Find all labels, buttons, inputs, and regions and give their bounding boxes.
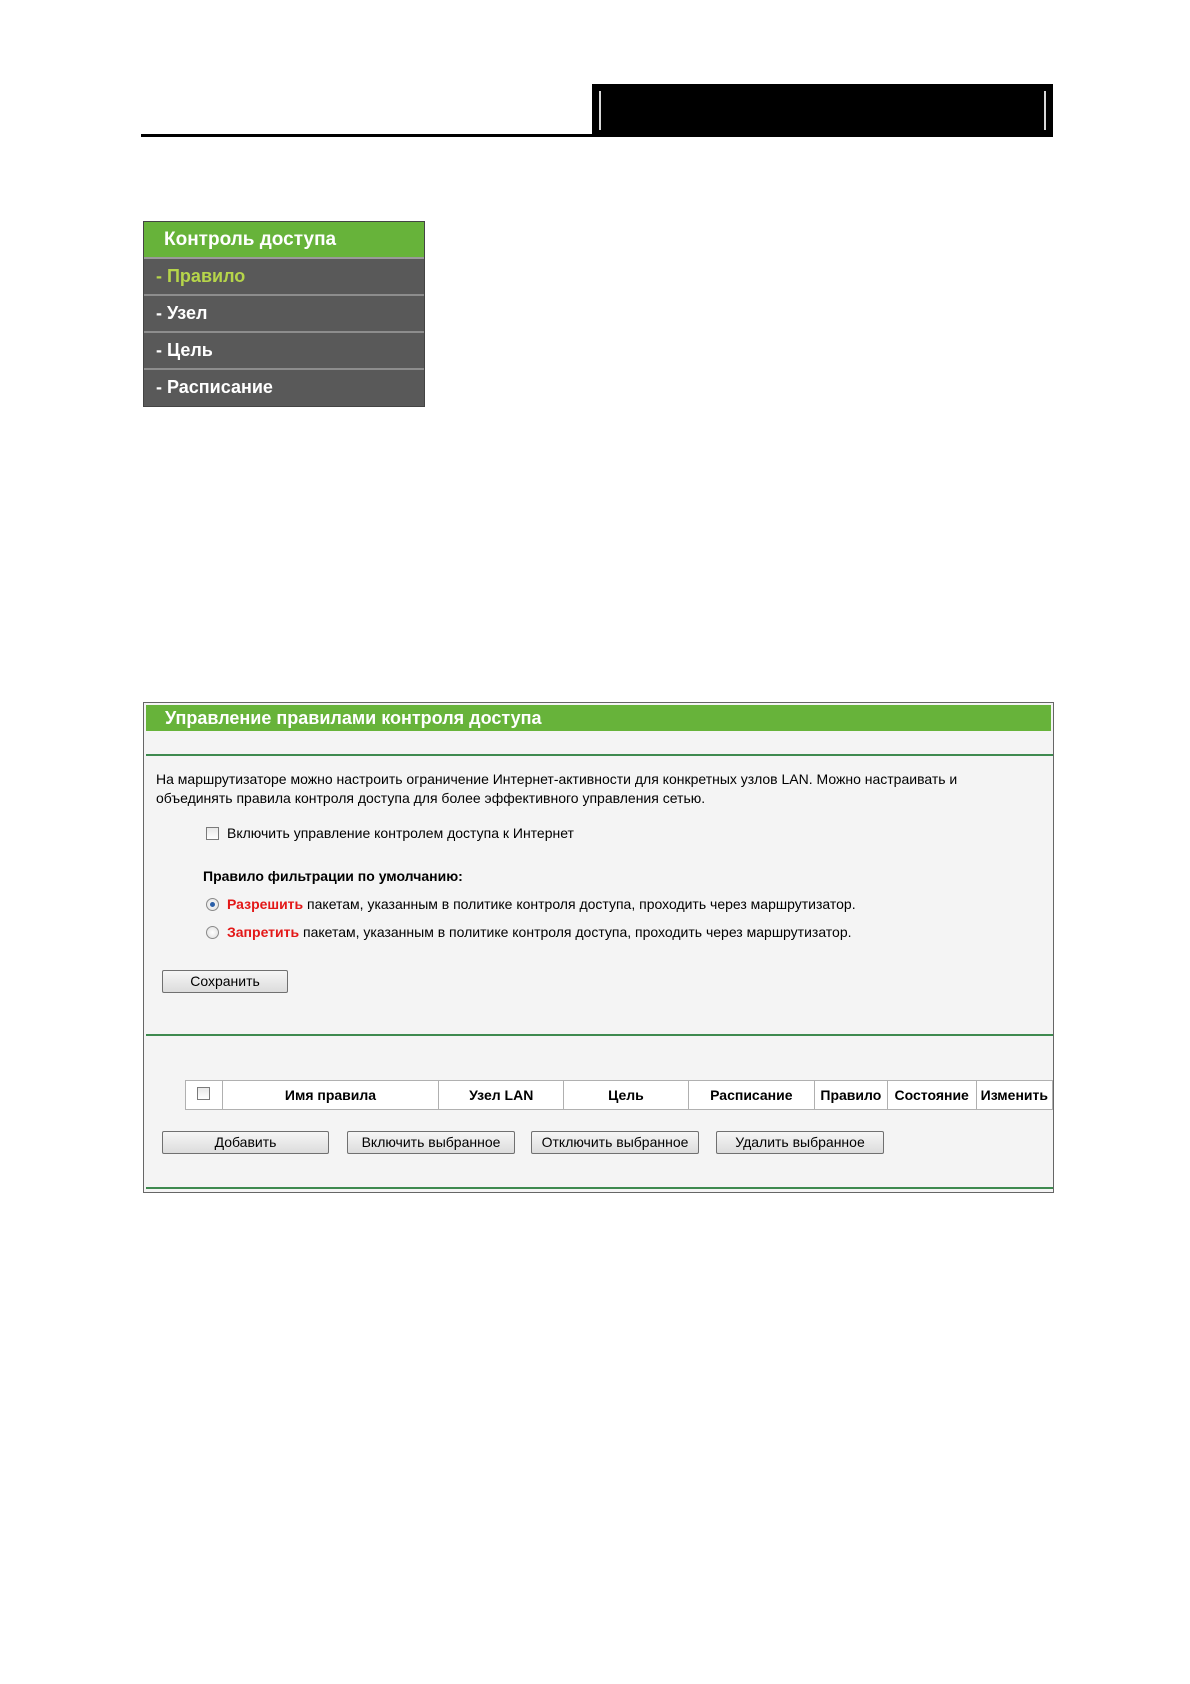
deny-keyword: Запретить [227,924,300,940]
add-button[interactable]: Добавить [162,1131,329,1154]
menu-title: Контроль доступа [144,222,424,259]
deny-text: пакетам, указанным в политике контроля доступа, проходить через маршрутизатор. [299,924,852,940]
delete-selected-button[interactable]: Удалить выбранное [716,1131,884,1154]
panel-title: Управление правилами контроля доступа [146,705,1051,731]
panel-description: На маршрутизаторе можно настроить ограничение Интернет-активности для конкретных узлов LAN. Можно настраивать и объединять правила контроля доступа для более эффективного управления сетью. [156,771,958,806]
disable-selected-button[interactable]: Отключить выбранное [531,1131,699,1154]
enable-selected-button[interactable]: Включить выбранное [347,1131,515,1154]
enable-access-control-row[interactable] [206,825,574,841]
divider [146,1187,1053,1189]
page-header-rule [141,134,1053,137]
divider [146,1034,1053,1036]
deny-radio[interactable] [206,926,219,939]
col-schedule: Расписание [688,1081,814,1110]
default-rule-heading: Правило фильтрации по умолчанию: [203,868,463,884]
allow-keyword: Разрешить [227,896,304,912]
col-rule: Правило [814,1081,887,1110]
save-button[interactable]: Сохранить [162,970,288,993]
menu-item-schedule[interactable]: - Расписание [144,370,424,405]
rules-table [185,1080,1053,1110]
deny-option[interactable] [206,924,852,940]
enable-access-control-label: Включить управление контролем доступа к Интернет [227,825,574,841]
allow-option[interactable] [206,896,856,912]
table-header-row [186,1081,1053,1110]
col-target: Цель [564,1081,689,1110]
col-lan-host: Узел LAN [439,1081,564,1110]
col-rule-name: Имя правила [222,1081,439,1110]
menu-item-rule[interactable]: - Правило [144,259,424,296]
enable-access-control-checkbox[interactable] [206,827,219,840]
menu-item-target[interactable]: - Цель [144,333,424,370]
col-edit: Изменить [976,1081,1052,1110]
menu-item-host[interactable]: - Узел [144,296,424,333]
allow-radio[interactable] [206,898,219,911]
col-status: Состояние [887,1081,976,1110]
access-control-menu [143,221,425,407]
page-header-box [592,84,1053,137]
select-all-cell[interactable] [186,1081,223,1110]
divider [146,754,1053,756]
rule-management-panel [143,702,1054,1193]
allow-text: пакетам, указанным в политике контроля доступа, проходить через маршрутизатор. [303,896,856,912]
select-all-checkbox[interactable] [197,1087,210,1100]
